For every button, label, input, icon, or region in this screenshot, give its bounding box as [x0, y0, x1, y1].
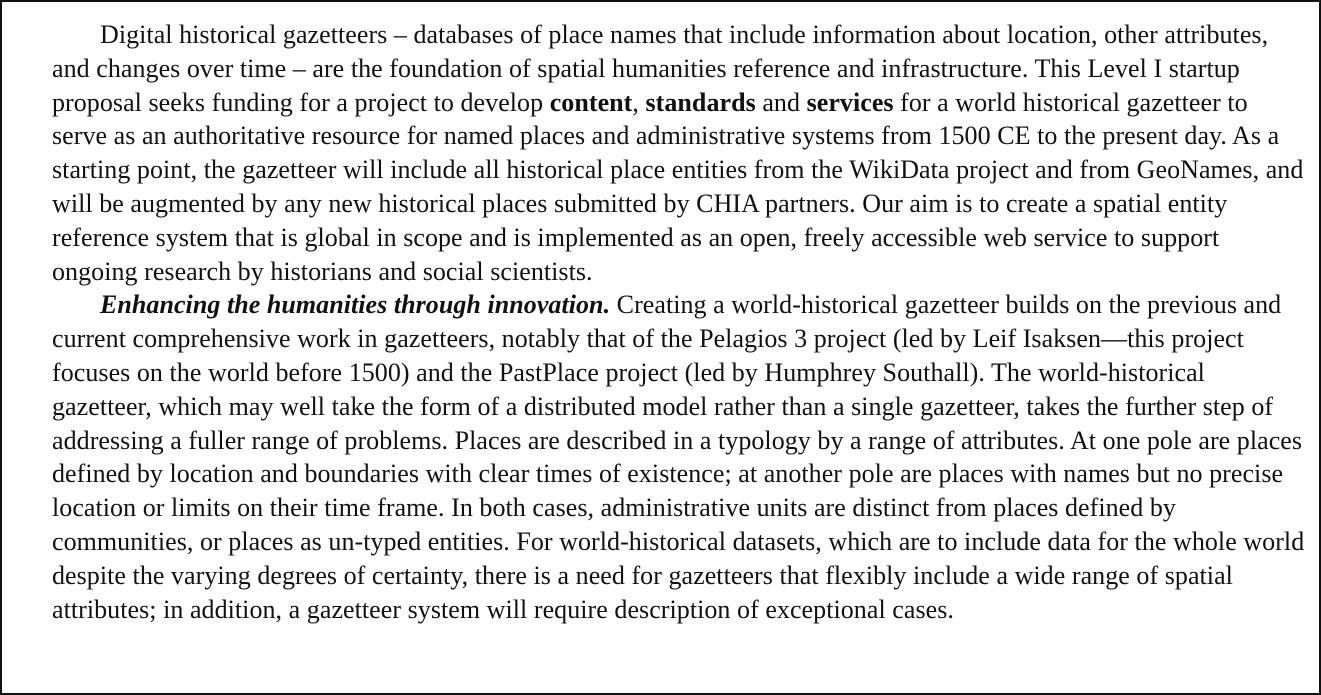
paragraph-text: for a world historical gazetteer to serve as an authoritative resource for named places and administrative systems from 1500 CE to the present day. As a starting point, the gazetteer will include all historical place entities from the WikiData project and from GeoNames, and will be augmented by any new historical places submitted by CHIA partners. Our aim is to create a spatial entity reference system that is global in scope and is implemented as an open, freely accessible web service to support ongoing research by historians and social scientists.	[52, 87, 1304, 286]
section-heading: Enhancing the humanities through innovation.	[100, 290, 611, 320]
paragraph-text: Creating a world-historical gazetteer builds on the previous and current comprehensive work in gazetteers, notably that of the Pelagios 3 project (led by Leif Isaksen—this project focuses on the world before 1500) and the PastPlace project (led by Humphrey Southall). The world-historical gazetteer, which may well take the form of a distributed model rather than a single gazetteer, takes the further step of addressing a fuller range of problems. Places are described in a typology by a range of attributes. At one pole are places defined by location and boundaries with clear times of existence; at another pole are places with names but no precise location or limits on their time frame. In both cases, administrative units are distinct from places defined by communities, or places as un-typed entities. For world-historical datasets, which are to include data for the whole world despite the varying degrees of certainty, there is a need for gazetteers that flexibly include a wide range of spatial attributes; in addition, a gazetteer system will require description of exceptional cases.	[52, 290, 1305, 624]
document-body	[52, 18, 1308, 626]
conjunction-text: and	[755, 87, 807, 117]
paragraph-innovation	[52, 288, 1308, 626]
paragraph-text: Digital historical gazetteers – databases of place names that include information about location, other attributes, and changes over time – are the foundation of spatial humanities reference and infrastructure. This Level I startup proposal seeks funding for a project to develop	[52, 20, 1269, 117]
bold-term-standards: standards	[645, 87, 756, 117]
comma-separator: ,	[632, 87, 646, 117]
bold-term-content: content	[549, 87, 633, 117]
paragraph-gazetteer-intro	[52, 18, 1308, 288]
bold-term-services: services	[806, 87, 894, 117]
